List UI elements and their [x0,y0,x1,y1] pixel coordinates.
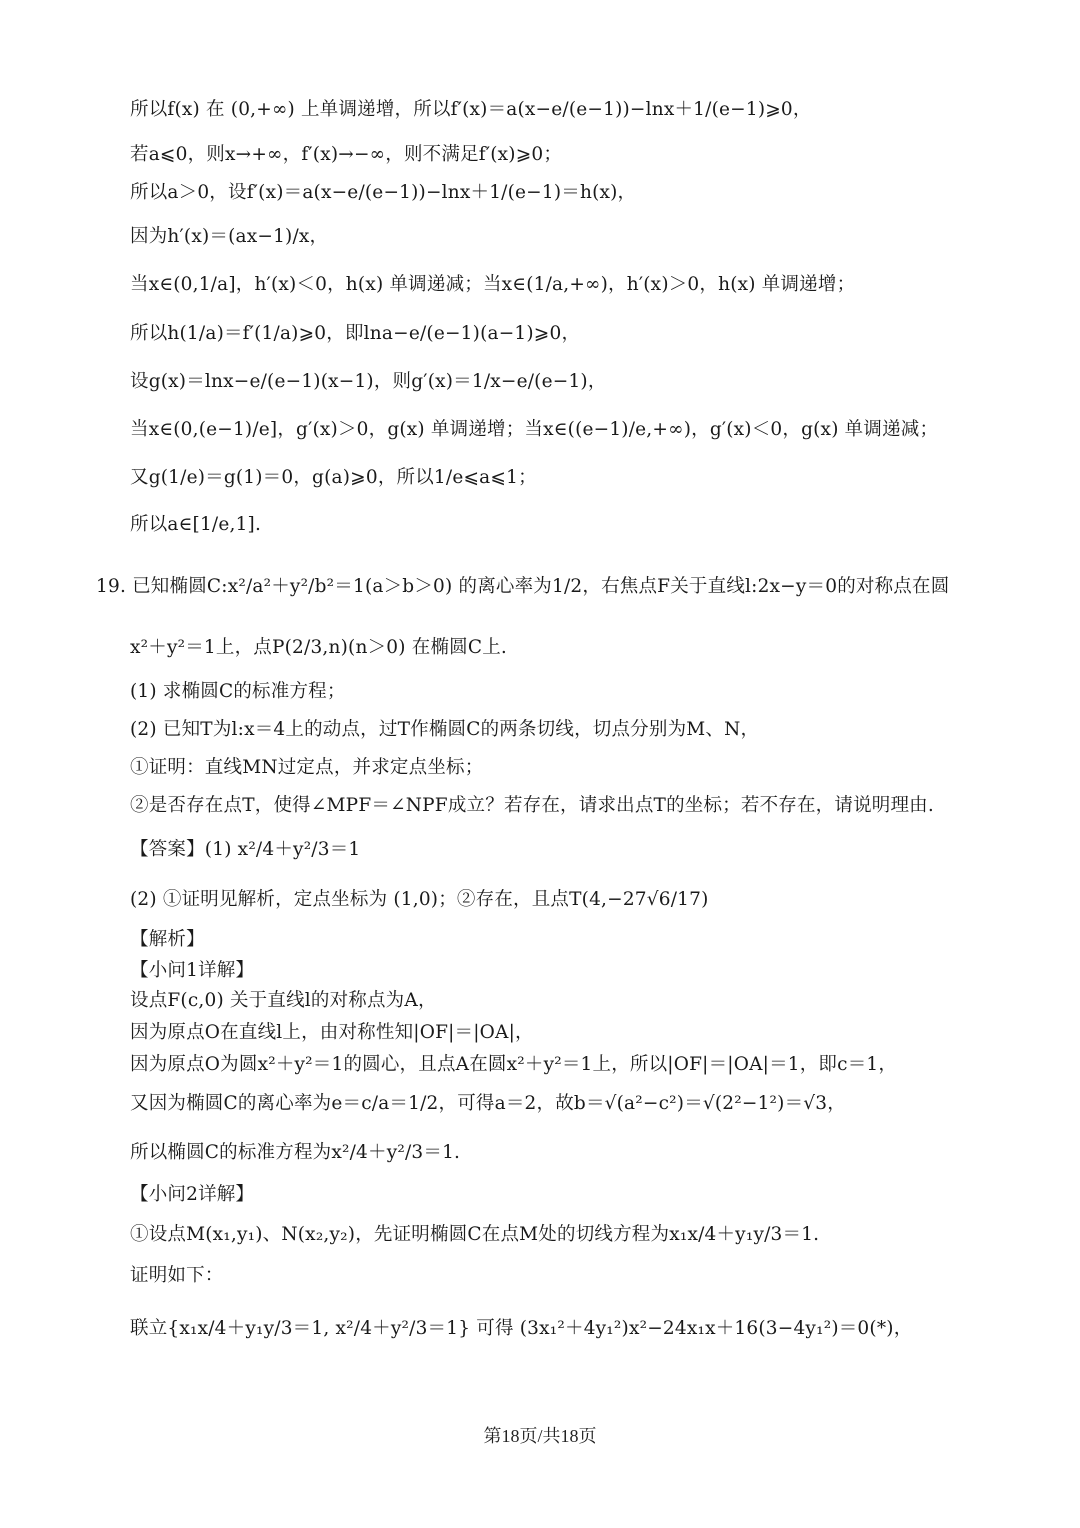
text-line: ①设点M(x₁,y₁)、N(x₂,y₂)，先证明椭圆C在点M处的切线方程为x₁x/4＋y₁y/3＝1. [130,1224,820,1245]
answer-line-2: (2) ①证明见解析，定点坐标为 (1,0)；②存在，且点T(4,−27√6/17) [130,889,709,910]
text-line: 因为原点O为圆x²＋y²＝1的圆心，且点A在圆x²＋y²＝1上，所以|OF|＝|OA|＝1，即c＝1， [130,1054,898,1075]
text-line: 所以a∈[1/e,1]. [130,514,262,535]
text-line: x²＋y²＝1上，点P(2/3,n)(n＞0) 在椭圆C上. [130,637,507,658]
text-line: 若a⩽0，则x→+∞，f′(x)→−∞，则不满足f′(x)⩾0； [130,144,563,165]
section-heading: 【小问2详解】 [130,1184,255,1205]
text-line: 所以f(x) 在 (0,+∞) 上单调递增，所以f′(x)＝a(x−e/(e−1))−lnx＋1/(e−1)⩾0， [130,99,812,120]
sub-question-2: (2) 已知T为l:x＝4上的动点，过T作椭圆C的两条切线，切点分别为M、N， [130,719,760,740]
text-line: 又g(1/e)＝g(1)＝0，g(a)⩾0，所以1/e⩽a⩽1； [130,467,537,488]
text-line: 设g(x)＝lnx−e/(e−1)(x−1)，则g′(x)＝1/x−e/(e−1)， [130,371,607,392]
page-footer: 第18页/共18页 [483,1426,597,1446]
text-line: 又因为椭圆C的离心率为e＝c/a＝1/2，可得a＝2，故b＝√(a²−c²)＝√(2²−1²)＝√3， [130,1093,846,1114]
text-line: 联立{x₁x/4＋y₁y/3＝1, x²/4＋y²/3＝1} 可得 (3x₁²＋4y₁²)x²−24x₁x＋16(3−4y₁²)＝0(*)， [130,1318,913,1339]
text-line: 当x∈(0,(e−1)/e]，g′(x)＞0，g(x) 单调递增；当x∈((e−1)/e,+∞)，g′(x)＜0，g(x) 单调递减； [130,419,939,440]
text-line: 所以椭圆C的标准方程为x²/4＋y²/3＝1. [130,1142,461,1163]
text-line: 证明如下： [130,1265,224,1286]
text-line: 所以a＞0，设f′(x)＝a(x−e/(e−1))−lnx＋1/(e−1)＝h(x)， [130,182,637,203]
text-line: 因为h′(x)＝(ax−1)/x， [130,226,329,247]
text-line: 因为原点O在直线l上，由对称性知|OF|＝|OA|， [130,1022,534,1043]
text-line: 当x∈(0,1/a]，h′(x)＜0，h(x) 单调递减；当x∈(1/a,+∞)，h′(x)＞0，h(x) 单调递增； [130,274,856,295]
answer-line: 【答案】(1) x²/4＋y²/3＝1 [130,839,361,860]
question-19-stem: 19. 已知椭圆C:x²/a²＋y²/b²＝1(a＞b＞0) 的离心率为1/2，右焦点F关于直线l:2x−y＝0的对称点在圆 [96,576,950,597]
text-line: 所以h(1/a)＝f′(1/a)⩾0，即lna−e/(e−1)(a−1)⩾0， [130,323,581,344]
sub-question-1: (1) 求椭圆C的标准方程； [130,681,346,702]
sub-question-2-part-1: ①证明：直线MN过定点，并求定点坐标； [130,757,484,778]
sub-question-2-part-2: ②是否存在点T，使得∠MPF＝∠NPF成立？若存在，请求出点T的坐标；若不存在，请说明理由. [130,795,934,816]
text-line: 设点F(c,0) 关于直线l的对称点为A， [130,990,437,1011]
section-heading: 【小问1详解】 [130,960,255,981]
section-heading: 【解析】 [130,929,205,950]
